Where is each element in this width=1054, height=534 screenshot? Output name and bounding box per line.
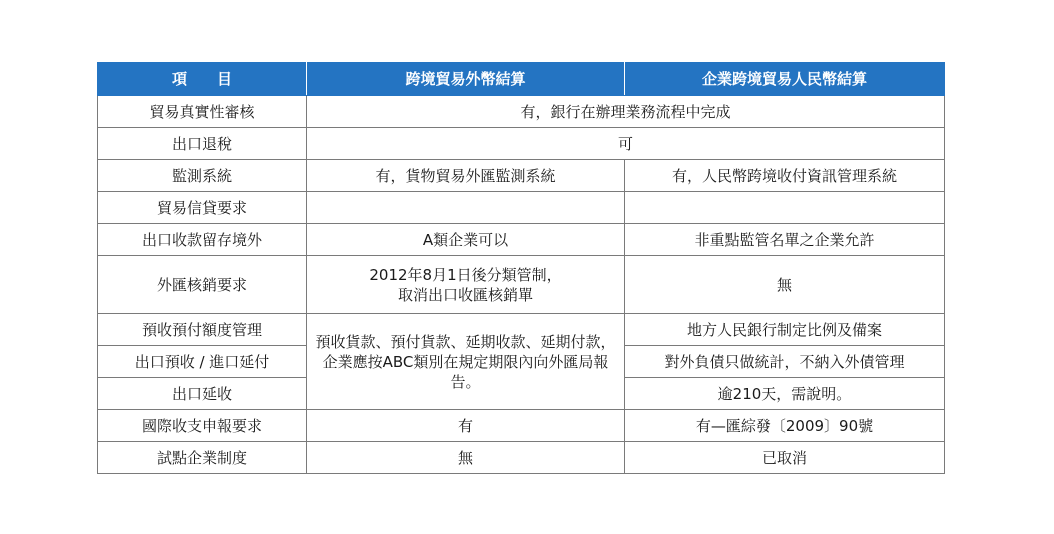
header-fx-settlement: 跨境貿易外幣結算 (307, 63, 625, 96)
table-cell: 有—匯綜發〔2009〕90號 (625, 410, 945, 442)
row-label: 試點企業制度 (98, 442, 307, 474)
row-label: 出口預收 / 進口延付 (98, 346, 307, 378)
table-cell: 對外負債只做統計，不納入外債管理 (625, 346, 945, 378)
header-item: 項 目 (98, 63, 307, 96)
table-cell: 可 (307, 128, 945, 160)
row-label: 貿易信貸要求 (98, 192, 307, 224)
table-cell-merged: 預收貨款、預付貨款、延期收款、延期付款，企業應按ABC類別在規定期限內向外匯局報告。 (307, 314, 625, 410)
table-cell: 有，銀行在辦理業務流程中完成 (307, 96, 945, 128)
row-label: 貿易真實性審核 (98, 96, 307, 128)
table-row (98, 314, 945, 346)
header-rmb-settlement: 企業跨境貿易人民幣結算 (625, 63, 945, 96)
table-cell: 已取消 (625, 442, 945, 474)
table-row (98, 96, 945, 128)
row-label: 出口退稅 (98, 128, 307, 160)
table-row (98, 224, 945, 256)
table-header-row (98, 63, 945, 96)
table-row (98, 128, 945, 160)
cell-line: 取消出口收匯核銷單 (397, 285, 533, 304)
comparison-table (97, 62, 945, 474)
table-row (98, 192, 945, 224)
row-label: 出口收款留存境外 (98, 224, 307, 256)
table-cell: 有 (307, 410, 625, 442)
row-label: 監測系統 (98, 160, 307, 192)
table-cell (625, 192, 945, 224)
table-cell: 無 (307, 442, 625, 474)
table-cell: 地方人民銀行制定比例及備案 (625, 314, 945, 346)
table-cell (307, 256, 625, 314)
table-row (98, 410, 945, 442)
table-cell: 逾210天，需說明。 (625, 378, 945, 410)
table-row (98, 160, 945, 192)
row-label: 國際收支申報要求 (98, 410, 307, 442)
cell-line: 2012年8月1日後分類管制， (369, 265, 562, 284)
table-cell: 非重點監管名單之企業允許 (625, 224, 945, 256)
table-cell: 有，貨物貿易外匯監測系統 (307, 160, 625, 192)
table-row (98, 256, 945, 314)
row-label: 預收預付額度管理 (98, 314, 307, 346)
row-label: 出口延收 (98, 378, 307, 410)
table-cell: 有，人民幣跨境收付資訊管理系統 (625, 160, 945, 192)
row-label: 外匯核銷要求 (98, 256, 307, 314)
table-row (98, 442, 945, 474)
table-cell (307, 192, 625, 224)
table-cell: A類企業可以 (307, 224, 625, 256)
table-cell: 無 (625, 256, 945, 314)
